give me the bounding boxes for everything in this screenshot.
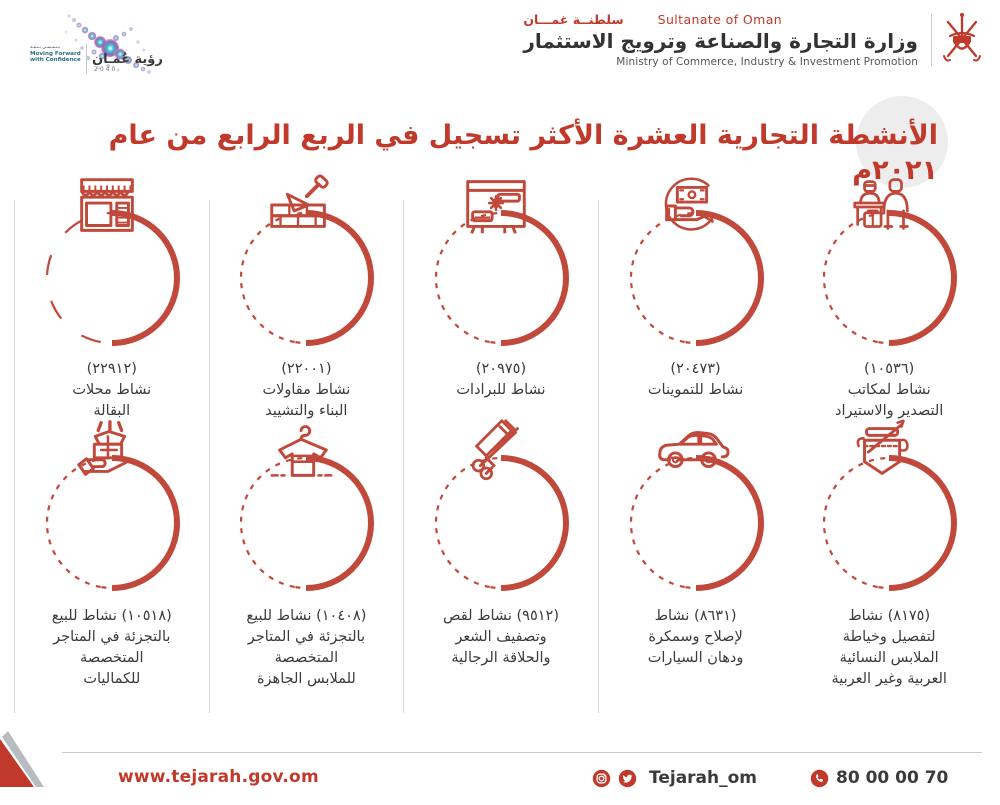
social-handle[interactable]: Tejarah_om [649, 768, 758, 788]
footer-divider [62, 752, 982, 753]
activity-caption [24, 606, 200, 690]
activity-card-import-export[interactable] [792, 200, 986, 445]
activity-label: (٨٦٣١) نشاط لإصلاح وسمكرة ودهان السيارات [647, 608, 744, 667]
twitter-icon[interactable] [618, 769, 637, 788]
ministry-divider [931, 14, 932, 66]
activity-caption [413, 606, 589, 669]
icon-circle [428, 450, 574, 596]
activity-count: (٢٠٩٧٥) [475, 361, 527, 377]
activities-row-1 [14, 200, 986, 445]
icon-circle [39, 450, 185, 596]
icon-circle [233, 450, 379, 596]
vision-logo-divider [86, 44, 87, 74]
activity-caption [801, 606, 977, 690]
activity-label: نشاط للبرادات [456, 382, 546, 399]
ministry-ar-title: وزارة التجارة والصناعة وترويج الاستثمار [523, 29, 918, 53]
hand-money-icon [652, 166, 730, 244]
car-icon [652, 411, 730, 489]
activity-caption [608, 606, 784, 669]
oman-khanjar-emblem-icon [936, 10, 988, 72]
activity-card-grocery[interactable] [14, 200, 209, 445]
activity-card-construction[interactable] [209, 200, 404, 445]
activities-grid [14, 200, 986, 713]
corner-decoration [0, 713, 70, 787]
page-title: الأنشطة التجارية العشرة الأكثر تسجيل في الربع الرابع من عام ٢٠٢١م [108, 120, 938, 187]
icon-circle [623, 450, 769, 596]
office-desk-icon [845, 166, 923, 244]
ministry-ar-small: سلطنــة غمـــان [523, 12, 624, 27]
activity-card-apparel-retail[interactable] [209, 445, 404, 713]
activity-label: (٨١٧٥) نشاط لتفصيل وخياطة الملابس النسائية العربية وغير العربية [831, 608, 947, 688]
activity-label: (٩٥١٢) نشاط لقص وتصفيف الشعر والحلاقة الرجالية [442, 608, 559, 667]
vision-tagline-en1: Moving Forward [30, 50, 81, 57]
vision-tagline-en2: with Confidence [30, 57, 81, 64]
vision-year: 2040 [94, 66, 118, 73]
activities-row-2 [14, 445, 986, 713]
activity-label: نشاط محلات البقالة [72, 382, 152, 420]
instagram-icon[interactable] [592, 769, 611, 788]
activity-label: نشاط لمكاتب التصدير والاستيراد [835, 382, 944, 420]
freezer-icon [457, 166, 535, 244]
icon-circle [623, 205, 769, 351]
activity-card-supplies[interactable] [598, 200, 793, 445]
activity-count: (٢٢٩١٢) [86, 361, 137, 377]
activity-card-luxury-retail[interactable] [14, 445, 209, 713]
icon-circle [233, 205, 379, 351]
activity-label: نشاط للتموينات [647, 382, 744, 399]
hand-gift-box-icon [68, 411, 146, 489]
activity-label: (١٠٤٠٨) نشاط للبيع بالتجزئة في المتاجر المتخصصة للملابس الجاهزة [246, 608, 367, 688]
icon-circle [816, 205, 962, 351]
scissors-comb-icon [457, 411, 535, 489]
activity-card-refrigeration[interactable] [403, 200, 598, 445]
phone-icon [810, 769, 829, 788]
website-url[interactable]: www.tejarah.gov.om [118, 767, 319, 787]
activity-count: (١٠٥٣٦) [864, 361, 915, 377]
page-footer [0, 713, 1000, 805]
activity-count: (٢٢٠٠١) [281, 361, 332, 377]
page-header [0, 0, 1000, 92]
icon-circle [428, 205, 574, 351]
tshirt-hanger-icon [262, 411, 340, 489]
activity-card-hairdressing[interactable] [403, 445, 598, 713]
brick-trowel-icon [262, 166, 340, 244]
icon-circle [816, 450, 962, 596]
activity-count: (٢٠٤٧٣) [670, 361, 721, 377]
activity-card-tailoring[interactable] [792, 445, 986, 713]
vision-tagline [30, 46, 82, 63]
activity-caption [218, 606, 394, 690]
pocket-needle-icon [845, 411, 923, 489]
activity-caption [413, 359, 589, 401]
ministry-en-small: Sultanate of Oman [657, 12, 783, 27]
ministry-identity [523, 12, 918, 68]
storefront-icon [68, 166, 146, 244]
social-links[interactable] [592, 768, 757, 788]
activity-caption [608, 359, 784, 401]
ministry-en-title: Ministry of Commerce, Industry & Investment Promotion [616, 56, 918, 68]
vision-tagline-ar: بـنـمـضـي بـثـقـة [30, 45, 61, 50]
phone-contact[interactable] [810, 768, 948, 788]
vision-wordmark: رؤية عُمـان [92, 52, 163, 67]
activity-label: (١٠٥١٨) نشاط للبيع بالتجزئة في المتاجر المتخصصة للكماليات [51, 608, 172, 688]
activity-label: نشاط مقاولات البناء والتشييد [262, 382, 351, 420]
oman-vision-2040-logo [30, 8, 190, 88]
activity-card-car-repair[interactable] [598, 445, 793, 713]
phone-number[interactable]: 80 00 00 70 [836, 768, 949, 788]
icon-circle [39, 205, 185, 351]
